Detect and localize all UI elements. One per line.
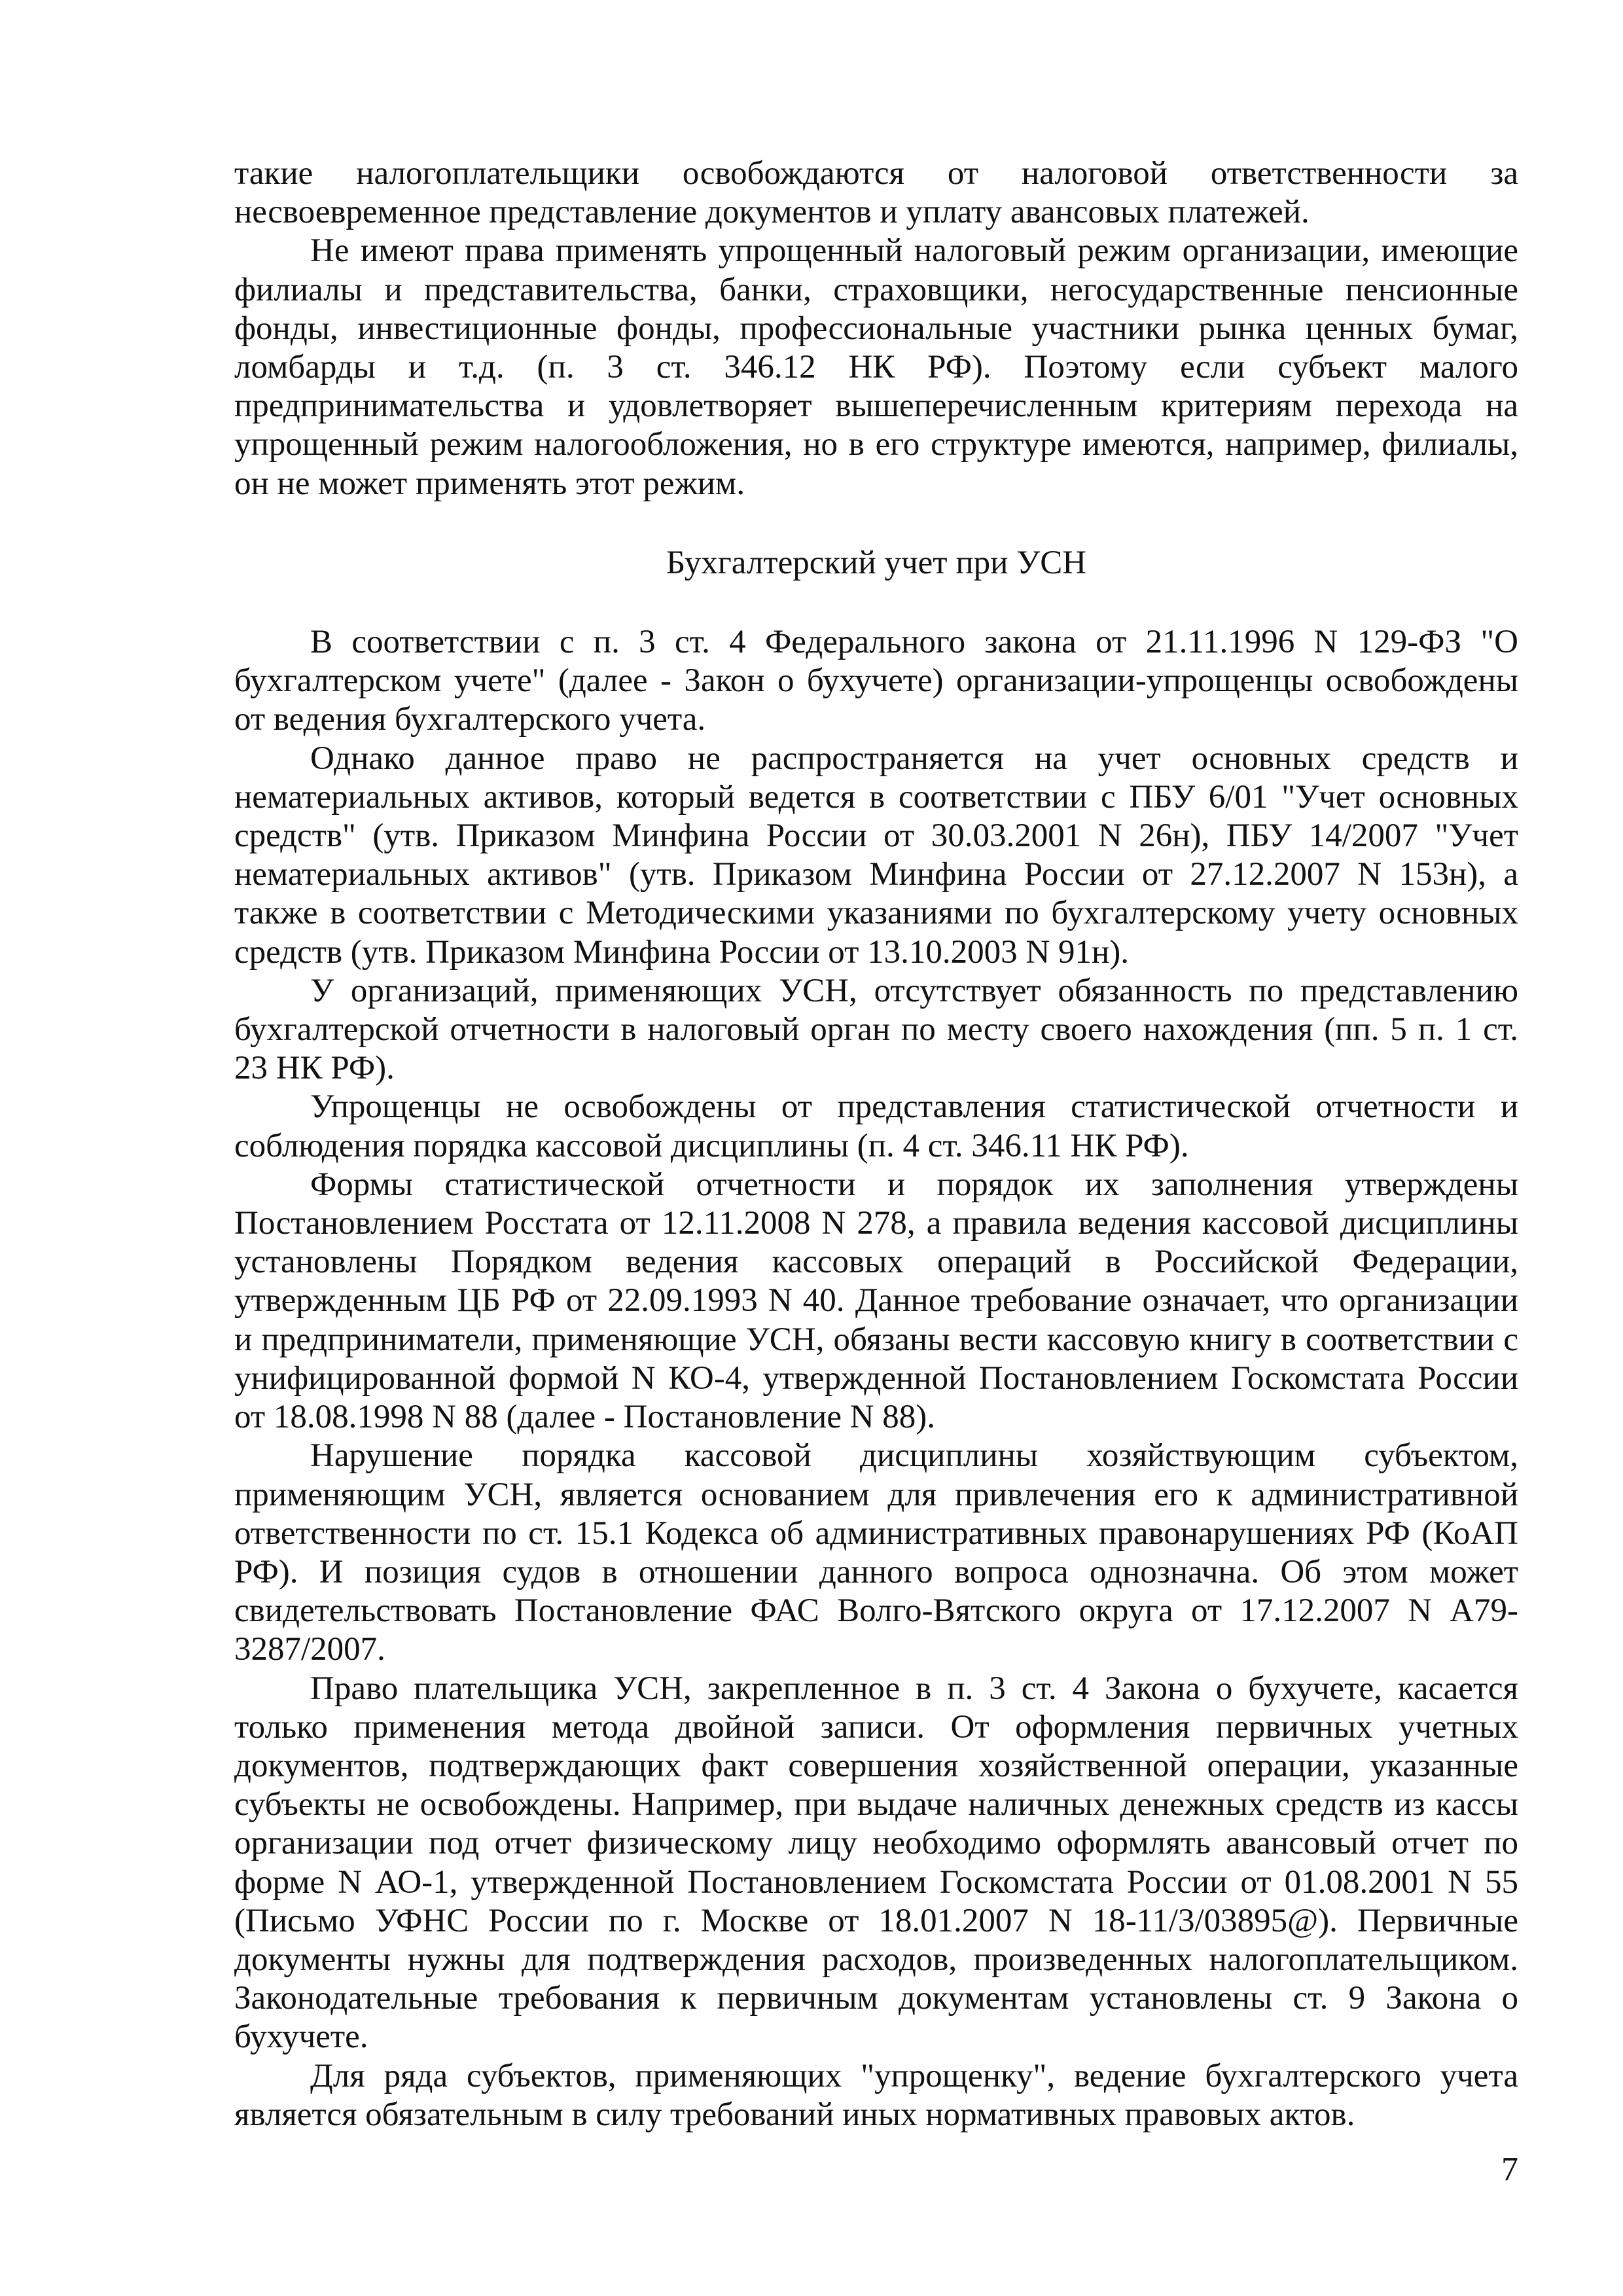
paragraph: Упрощенцы не освобождены от представления статистической отчетности и соблюдения порядка кассовой дисциплины (п. 4 ст. 346.11 НК РФ). (234, 1088, 1518, 1164)
paragraph: Для ряда субъектов, применяющих "упрощенку", ведение бухгалтерского учета является обязательным в силу требований иных нормативных правовых актов. (234, 2057, 1518, 2133)
document-body (234, 154, 1518, 2134)
paragraph-continuation: такие налогоплательщики освобождаются от налоговой ответственности за несвоевременное представление документов и уплату авансовых платежей. (234, 155, 1518, 231)
paragraph: В соответствии с п. 3 ст. 4 Федерального закона от 21.11.1996 N 129-ФЗ "О бухгалтерском учете" (далее - Закон о бухучете) организации-упрощенцы освобождены от ведения бухгалтерского учета. (234, 624, 1518, 738)
paragraph: Формы статистической отчетности и порядок их заполнения утверждены Постановлением Росстата от 12.11.2008 N 278, а правила ведения кассовой дисциплины установлены Порядком ведения кассовых операций в Российской Федерации, утвержденным ЦБ РФ от 22.09.1993 N 40. Данное требование означает, что организации и предприниматели, применяющие УСН, обязаны вести кассовую книгу в соответствии с унифицированной формой N КО-4, утвержденной Постановлением Госкомстата России от 18.08.1998 N 88 (далее - Постановление N 88). (234, 1166, 1518, 1436)
section-heading: Бухгалтерский учет при УСН (666, 544, 1087, 581)
paragraph: Однако данное право не распространяется на учет основных средств и нематериальных активов, который ведется в соответствии с ПБУ 6/01 "Учет основных средств" (утв. Приказом Минфина России от 30.03.2001 N 26н), ПБУ 14/2007 "Учет нематериальных активов" (утв. Приказом Минфина России от 27.12.2007 N 153н), а также в соответствии с Методическими указаниями по бухгалтерскому учету основных средств (утв. Приказом Минфина России от 13.10.2003 N 91н). (234, 740, 1518, 971)
paragraph: Право плательщика УСН, закрепленное в п. 3 ст. 4 Закона о бухучете, касается только применения метода двойной записи. От оформления первичных учетных документов, подтверждающих факт совершения хозяйственной операции, указанные субъекты не освобождены. Например, при выдаче наличных денежных средств из кассы организации под отчет физическому лицу необходимо оформлять авансовый отчет по форме N АО-1, утвержденной Постановлением Госкомстата России от 01.08.2001 N 55 (Письмо УФНС России по г. Москве от 18.01.2007 N 18-11/3/03895@). Первичные документы нужны для подтверждения расходов, произведенных налогоплательщиком. Законодательные требования к первичным документам установлены ст. 9 Закона о бухучете. (234, 1670, 1518, 2056)
paragraph: Не имеют права применять упрощенный налоговый режим организации, имеющие филиалы и представительства, банки, страховщики, негосударственные пенсионные фонды, инвестиционные фонды, профессиональные участники рынка ценных бумаг, ломбарды и т.д. (п. 3 ст. 346.12 НК РФ). Поэтому если субъект малого предпринимательства и удовлетворяет вышеперечисленным критериям перехода на упрощенный режим налогообложения, но в его структуре имеются, например, филиалы, он не может применять этот режим. (234, 232, 1518, 502)
paragraph: У организаций, применяющих УСН, отсутствует обязанность по представлению бухгалтерской отчетности в налоговый орган по месту своего нахождения (пп. 5 п. 1 ст. 23 НК РФ). (234, 972, 1518, 1087)
page-number: 7 (1501, 2151, 1518, 2188)
paragraph: Нарушение порядка кассовой дисциплины хозяйствующим субъектом, применяющим УСН, является основанием для привлечения его к административной ответственности по ст. 15.1 Кодекса об административных правонарушениях РФ (КоАП РФ). И позиция судов в отношении данного вопроса однозначна. Об этом может свидетельствовать Постановление ФАС Волго-Вятского округа от 17.12.2007 N А79-3287/2007. (234, 1437, 1518, 1668)
